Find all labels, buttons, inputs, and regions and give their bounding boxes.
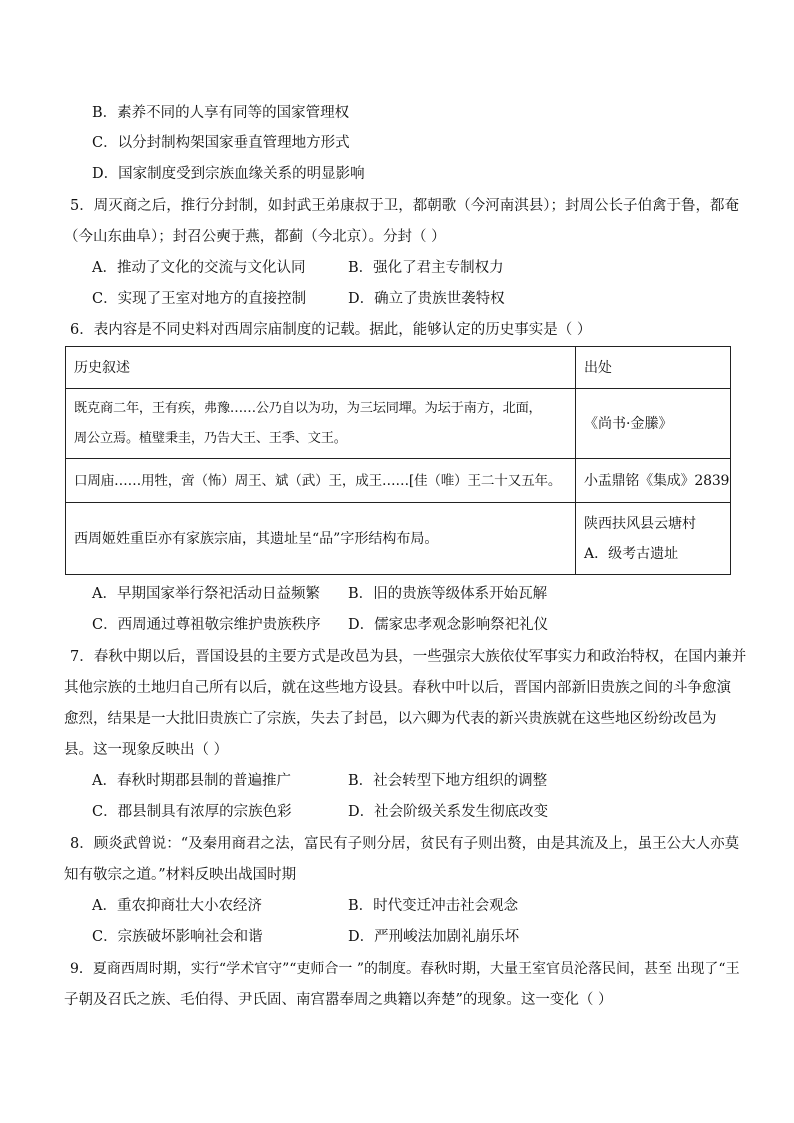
table-cell-narrative — [66, 389, 576, 459]
q5-option-c: C．实现了王室对地方的直接控制 — [92, 291, 307, 307]
table-row — [66, 503, 731, 575]
table-cell-source: 小盂鼎铭《集成》2839 — [576, 459, 731, 503]
q7-option-b: B．社会转型下地方组织的调整 — [348, 773, 548, 789]
q9-stem-line1: 9．夏商西周时期，实行“学术官守”“吏师合一 ”的制度。春秋时期，大量王室官员沦落民间，甚至 出现了“王 — [70, 961, 740, 977]
q4-option-c: C．以分封制构架国家垂直管理地方形式 — [92, 135, 350, 151]
q5-option-b: B．强化了君主专制权力 — [348, 260, 504, 276]
q8-option-a: A．重农抑商壮大小农经济 — [92, 898, 262, 914]
q7-option-a: A．春秋时期郡县制的普遍推广 — [92, 773, 291, 789]
q8-stem-line2: 知有敬宗之道。”材料反映出战国时期 — [64, 867, 297, 883]
q5-stem-line2: （今山东曲阜）；封召公奭于燕，都蓟（今北京）。分封（ ） — [64, 229, 446, 245]
q4-option-d: D．国家制度受到宗族血缘关系的明显影响 — [92, 166, 365, 182]
q5-stem-line1: 5．周灭商之后，推行分封制，如封武王弟康叔于卫，都朝歌（今河南淇县）；封周公长子伯禽于鲁，都奄 — [70, 198, 739, 214]
q5-option-d: D．确立了贵族世袭特权 — [348, 291, 505, 307]
row3-source-line2: A．级考古遗址 — [584, 545, 679, 562]
q6-source-table — [65, 346, 731, 575]
row1-text-line2: 周公立焉。植璧秉圭，乃告大王、王季、文王。 — [74, 430, 347, 446]
q6-option-b: B．旧的贵族等级体系开始瓦解 — [348, 586, 548, 602]
table-cell-narrative — [66, 459, 576, 503]
table-cell-source: 《尚书·金縢》 — [576, 389, 731, 459]
row2-text: 口周庙……用牲，啻（怖）周王、斌（武）王，成王……[佳（唯）王二十又五年。 — [74, 472, 562, 489]
table-cell-narrative: 西周姬姓重臣亦有家族宗庙，其遗址呈“品”字形结构布局。 — [66, 503, 576, 575]
q6-option-a: A．早期国家举行祭祀活动日益频繁 — [92, 586, 320, 602]
table-header-row — [66, 347, 731, 389]
q7-option-d: D．社会阶级关系发生彻底改变 — [348, 804, 549, 820]
q6-option-c: C．西周通过尊祖敬宗维护贵族秩序 — [92, 617, 321, 633]
q7-option-c: C．郡县制具有浓厚的宗族色彩 — [92, 804, 292, 820]
q6-option-d: D．儒家忠孝观念影响祭祀礼仪 — [348, 617, 549, 633]
q7-stem-line4: 县。这一现象反映出（ ） — [64, 742, 229, 758]
q4-option-b: B．素养不同的人享有同等的国家管理权 — [92, 105, 350, 121]
table-row — [66, 389, 731, 459]
table-header-narrative: 历史叙述 — [66, 347, 576, 389]
q6-stem: 6．表内容是不同史料对西周宗庙制度的记载。据此，能够认定的历史事实是（ ） — [70, 322, 592, 338]
row1-text-line1: 既克商二年，王有疾，弗豫……公乃自以为功，为三坛同墠。为坛于南方，北面， — [74, 400, 542, 416]
q9-stem-line2: 子朝及召氏之族、毛伯得、尹氏固、南宫嚣奉周之典籍以奔楚”的现象。这一变化（ ） — [64, 992, 613, 1008]
q8-option-b: B．时代变迁冲击社会观念 — [348, 898, 519, 914]
q7-stem-line1: 7．春秋中期以后，晋国设县的主要方式是改邑为县，一些强宗大族依仗军事实力和政治特权，在国内兼并 — [70, 649, 747, 665]
q5-option-a: A．推动了文化的交流与文化认同 — [92, 260, 306, 276]
row3-source-line1: 陕西扶风县云塘村 — [584, 515, 696, 532]
table-header-source: 出处 — [576, 347, 731, 389]
table-row — [66, 459, 731, 503]
q7-stem-line2: 其他宗族的土地归自己所有以后，就在这些地方设县。春秋中叶以后，晋国内部新旧贵族之间的斗争愈演 — [64, 680, 731, 696]
q8-stem-line1: 8．顾炎武曾说：“及秦用商君之法，富民有子则分居，贫民有子则出赘，由是其流及上，虽王公大人亦莫 — [70, 836, 740, 852]
table-cell-source — [576, 503, 731, 575]
q8-option-c: C．宗族破坏影响社会和谐 — [92, 929, 263, 945]
q7-stem-line3: 愈烈，结果是一大批旧贵族亡了宗族，失去了封邑，以六卿为代表的新兴贵族就在这些地区纷纷改邑为 — [64, 711, 717, 727]
q8-option-d: D．严刑峻法加剧礼崩乐坏 — [348, 929, 520, 945]
